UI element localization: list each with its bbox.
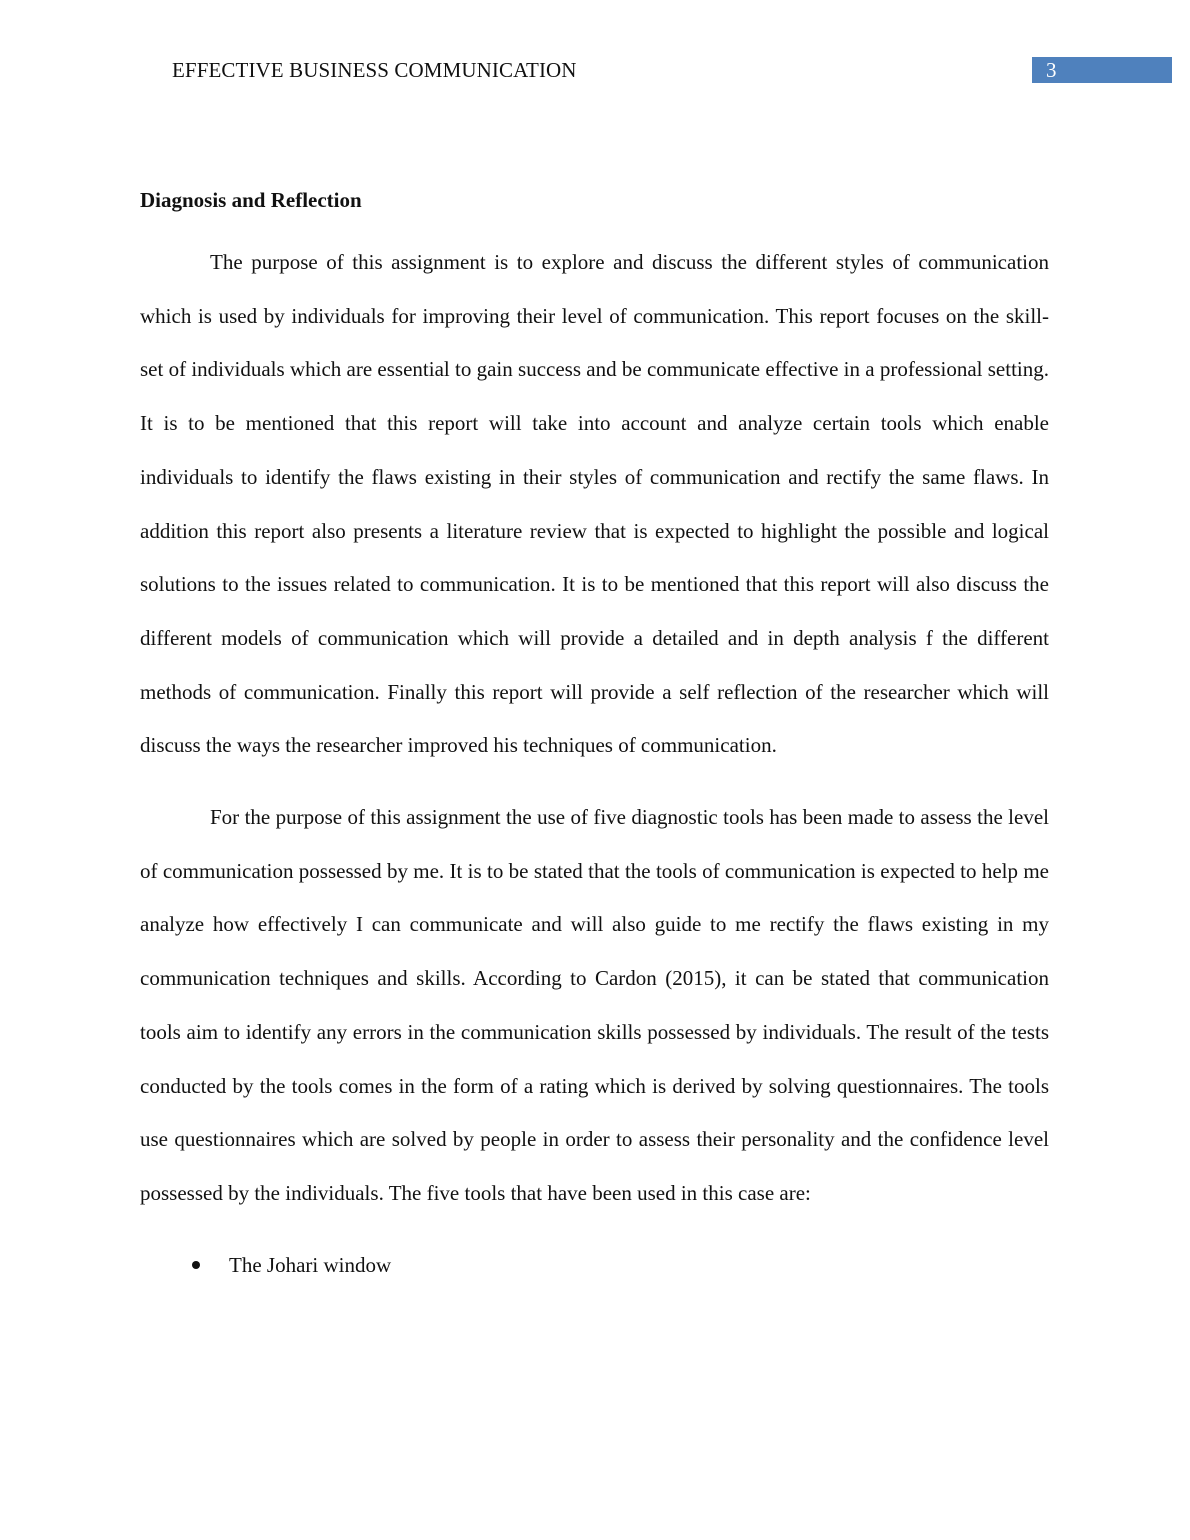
bullet-list xyxy=(140,1241,1049,1289)
document-body xyxy=(140,182,1049,1289)
body-paragraph-2: For the purpose of this assignment the use of five diagnostic tools has been made to assess the level of communication possessed by me. It is to be stated that the tools of communication is expected to help me analyze how effectively I can communicate and will also guide to me rectify the flaws existing in my communication techniques and skills. According to Cardon (2015), it can be stated that communication tools aim to identify any errors in the communication skills possessed by individuals. The result of the tests conducted by the tools comes in the form of a rating which is derived by solving questionnaires. The tools use questionnaires which are solved by people in order to assess their personality and the confidence level possessed by the individuals. The five tools that have been used in this case are: xyxy=(140,805,1049,1205)
bullet-point-icon xyxy=(192,1261,200,1269)
page-number-box xyxy=(1032,57,1172,83)
section-heading: Diagnosis and Reflection xyxy=(140,188,362,212)
body-paragraph-1: The purpose of this assignment is to explore and discuss the different styles of communication which is used by individuals for improving their level of communication. This report focuses on the skill-set of individuals which are essential to gain success and be communicate effective in a professional setting. It is to be mentioned that this report will take into account and analyze certain tools which enable individuals to identify the flaws existing in their styles of communication and rectify the same flaws. In addition this report also presents a literature review that is expected to highlight the possible and logical solutions to the issues related to communication. It is to be mentioned that this report will also discuss the different models of communication which will provide a detailed and in depth analysis f the different methods of communication. Finally this report will provide a self reflection of the researcher which will discuss the ways the researcher improved his techniques of communication. xyxy=(140,250,1049,758)
list-item-text: The Johari window xyxy=(229,1252,392,1277)
page-number: 3 xyxy=(1046,58,1057,82)
list-item xyxy=(140,1241,1049,1289)
running-header-title: EFFECTIVE BUSINESS COMMUNICATION xyxy=(172,58,577,82)
